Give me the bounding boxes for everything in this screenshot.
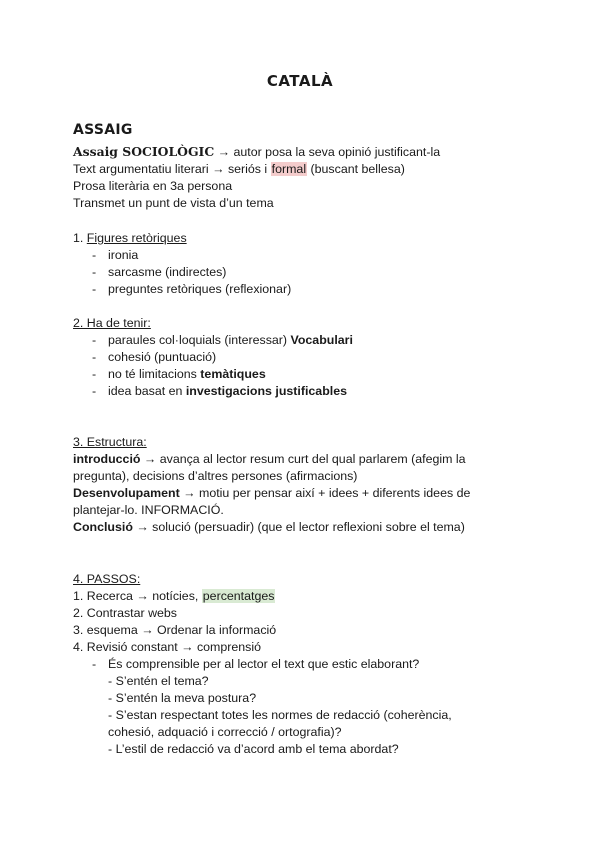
bullet-dash: - [92, 282, 97, 296]
bullet-dash: - [92, 333, 97, 347]
step-2: 2. Contrastar webs [73, 606, 177, 620]
conclusio-label: Conclusió [73, 520, 133, 534]
section-2-title: 2. Ha de tenir: [73, 316, 151, 330]
revision-question: És comprensible per al lector el text que estic elaborant? [108, 657, 420, 671]
list-item-bold: Vocabulari [290, 333, 353, 347]
list-item [108, 349, 216, 366]
list-item-text: no té limitacions [108, 367, 201, 381]
revision-sub-item: - S’entén el tema? [108, 674, 209, 688]
bullet-dash: - [92, 657, 97, 671]
structure-desenvolupament-cont: plantejar-lo. INFORMACIÓ. [73, 503, 224, 517]
revision-sub-item: - L’estil de redacció va d’acord amb el tema abordat? [108, 742, 399, 756]
section-3-title: 3. Estructura: [73, 435, 147, 449]
structure-introduccio-cont: pregunta), decisions d’altres persones (afirmacions) [73, 469, 358, 483]
revision-sub-item: - S’estan respectant totes les normes de redacció (coherència, [108, 708, 452, 722]
list-item: sarcasme (indirectes) [108, 265, 227, 279]
intro-line-2-end: (buscant bellesa) [307, 162, 405, 176]
introduccio-text: → avança al lector resum curt del qual parlarem (afegim la [140, 452, 466, 466]
bullet-dash: - [92, 367, 97, 381]
list-item: ironia [108, 248, 139, 262]
assaig-sociologic-label: Assaig SOCIOLÒGIC [73, 144, 215, 159]
page-title: CATALÀ [266, 72, 334, 90]
bullet-dash: - [92, 265, 97, 279]
step-3: 3. esquema → Ordenar la informació [73, 623, 277, 637]
bullet-dash: - [92, 248, 97, 262]
intro-line-2-text: Text argumentatiu literari → seriós i [73, 162, 271, 176]
list-item: preguntes retòriques (reflexionar) [108, 282, 292, 296]
section-1-title [73, 230, 187, 247]
revision-sub-item: - S’entén la meva postura? [108, 691, 257, 705]
step-1-text: 1. Recerca → notícies, [73, 589, 202, 603]
desenvolupament-text: → motiu per pensar així + idees + diferents idees de [179, 486, 471, 500]
conclusio-text: → solució (persuadir) (que el lector reflexioni sobre el tema) [132, 520, 465, 534]
list-item [108, 383, 347, 400]
section-heading-assaig: ASSAIG [73, 122, 133, 138]
structure-introduccio [73, 451, 466, 468]
highlight-percentatges: percentatges [202, 589, 275, 603]
list-item [108, 366, 266, 383]
list-item-text: paraules col·loquials (interessar) [108, 333, 291, 347]
bullet-dash: - [92, 384, 97, 398]
step-1 [73, 588, 275, 605]
highlight-formal: formal [271, 162, 307, 176]
intro-line-3: Prosa literària en 3a persona [73, 179, 233, 193]
structure-conclusio [73, 519, 465, 536]
intro-line-1 [73, 143, 440, 161]
list-item-bold: investigacions justificables [185, 384, 347, 398]
revision-sub-item: cohesió, adquació i correcció / ortografia)? [108, 725, 342, 739]
intro-line-4: Transmet un punt de vista d’un tema [73, 196, 274, 210]
section-1-title-text: Figures retòriques [86, 231, 187, 245]
introduccio-label: introducció [73, 452, 141, 466]
structure-desenvolupament [73, 485, 470, 502]
step-4: 4. Revisió constant → comprensió [73, 640, 262, 654]
list-item [108, 332, 353, 349]
list-item-text: idea basat en [108, 384, 186, 398]
intro-line-2 [73, 161, 405, 178]
section-1-number: 1. [73, 231, 87, 245]
list-item-bold: temàtiques [200, 367, 266, 381]
desenvolupament-label: Desenvolupament [73, 486, 180, 500]
bullet-dash: - [92, 350, 97, 364]
section-4-title: 4. PASSOS: [73, 572, 141, 586]
intro-line-1-text: → autor posa la seva opinió justificant-la [214, 145, 441, 159]
list-item-text: cohesió (puntuació) [108, 350, 217, 364]
